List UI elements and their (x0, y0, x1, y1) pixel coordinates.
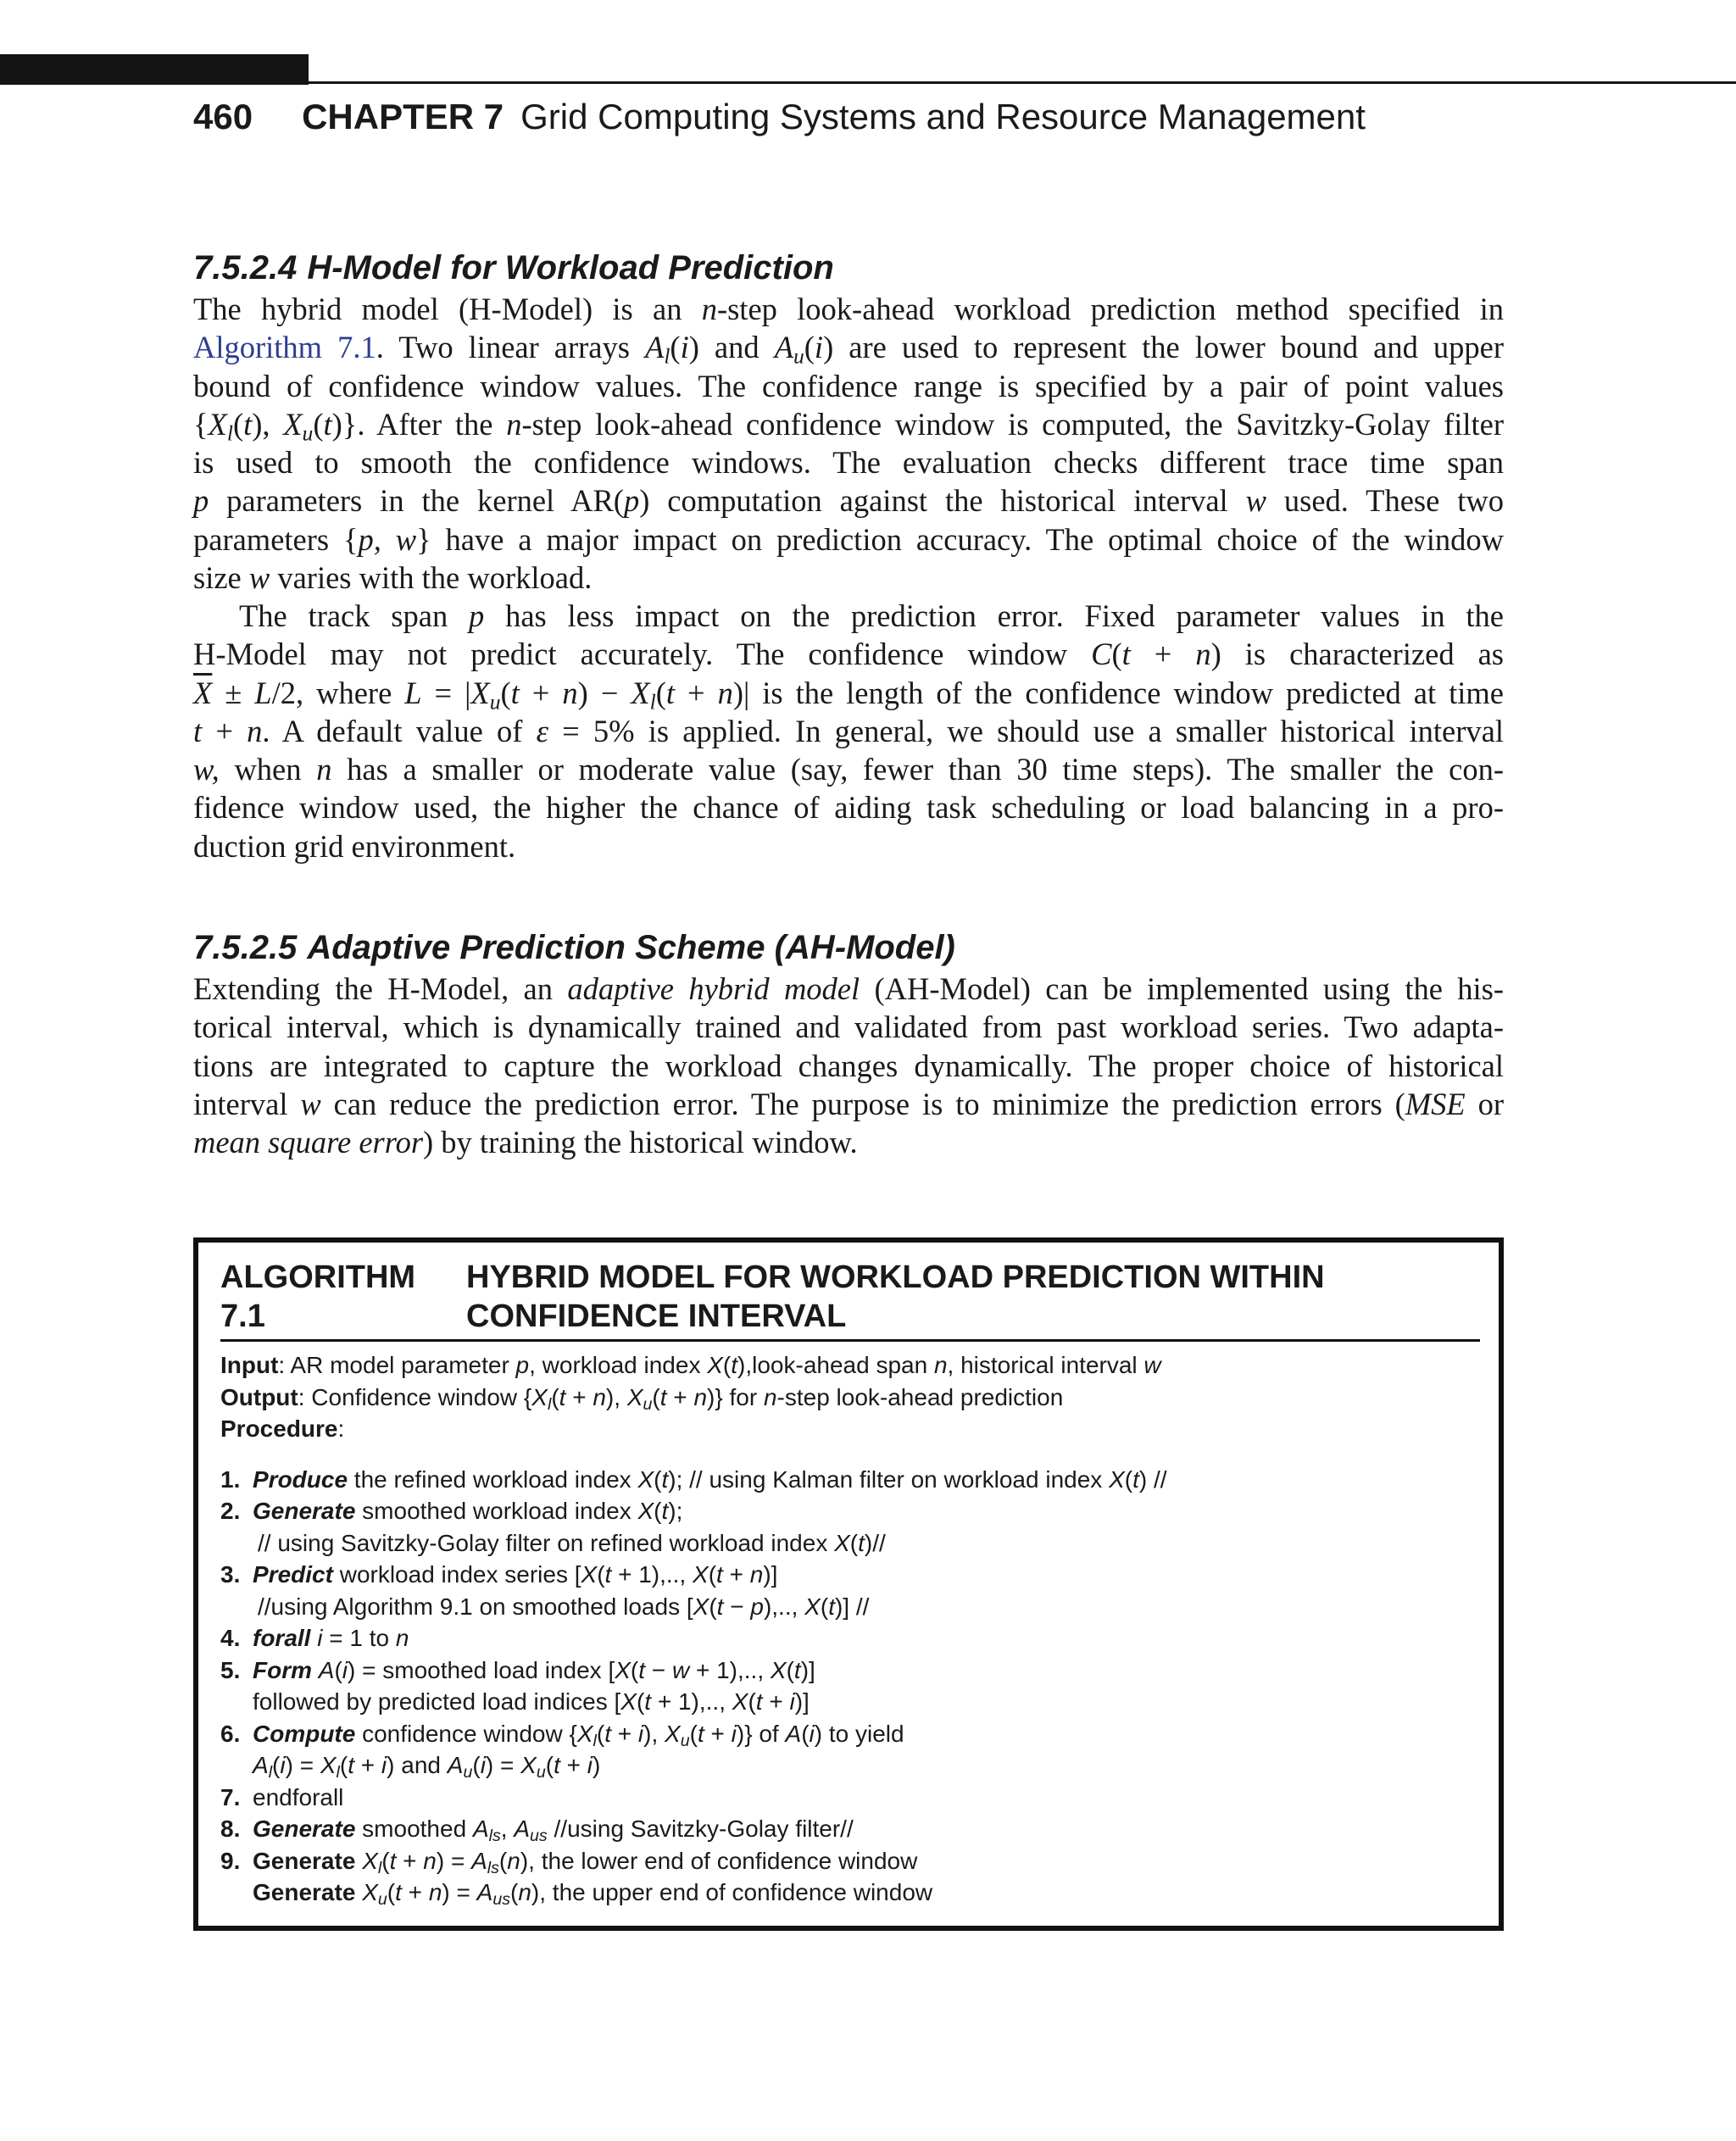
header-black-bar (0, 54, 309, 85)
algorithm-step: 4. forall i = 1 to n (220, 1625, 409, 1651)
algorithm-step-continuation: $A_l(i) = X_l(t + i)$ and $A_u(i) = X_u(t + i)$ (253, 1752, 601, 1782)
algorithm-step: 2. Generate smoothed workload index X(t); (220, 1498, 683, 1524)
section-number: 7.5.2.4 (193, 249, 298, 286)
algorithm-step-continuation: followed by predicted load indices [X(t + 1),.., X(t + i)] (253, 1688, 810, 1715)
page-number: 460 (193, 97, 253, 136)
term-mse: MSE (1405, 1086, 1466, 1121)
chapter-label: CHAPTER 7 (302, 97, 504, 136)
algorithm-step: 8. Generate smoothed $A_{ls}$, $A_{us}$ //using Savitzky-Golay filter// (220, 1816, 854, 1845)
section-title: H-Model for Workload Prediction (307, 249, 834, 286)
section-number: 7.5.2.5 (193, 929, 298, 966)
algorithm-step: 6. Compute confidence window {$X_l(t + i)$, $X_u(t + i)$} of A(i) to yield (220, 1720, 904, 1750)
running-head (193, 93, 1366, 141)
algorithm-input: Input: AR model parameter p, workload index X(t),look-ahead span n, historical interval w (220, 1352, 1161, 1378)
algorithm-step-continuation: Generate $X_u(t + n) = A_{us}(n)$, the upper end of confidence window (253, 1879, 933, 1909)
algorithm-step: 7. endforall (220, 1783, 344, 1810)
chapter-title: Grid Computing Systems and Resource Management (520, 97, 1366, 136)
section-heading-h-model (193, 246, 834, 290)
algorithm-rule (220, 1339, 1480, 1342)
algorithm-step: 3. Predict workload index series [X(t + 1),.., X(t + n)] (220, 1561, 778, 1588)
algorithm-output: Output: Confidence window {$X_l(t + n)$, $X_u(t + n)$} for n-step look-ahead prediction (220, 1383, 1064, 1414)
term-adaptive-hybrid-model: adaptive hybrid model (567, 971, 860, 1006)
algorithm-link[interactable]: Algorithm 7.1 (193, 330, 376, 365)
paragraph-h-model-2: The track span p has less impact on the prediction error. Fixed parameter values in the H-Model may not predict accurately. The confidence window C(t + n) is characterized as $\overline{X} \pm L/2$, where $L = |X_u(t + n) - X_l(t + n)|$ is the length of the confidence window predicted at time t + n. A default value of ε = 5% is applied. In general, we should use a smaller historical interval w, when n has a smaller or moderate value (say, fewer than 30 time steps). The smaller the con- fidence window used, the higher the chance of aiding task scheduling or load balancing in a pro- duction grid environment. (193, 598, 1504, 864)
algorithm-body (220, 1349, 1480, 1909)
algorithm-title: HYBRID MODEL FOR WORKLOAD PREDICTION WITHIN CONFIDENCE INTERVAL (466, 1260, 1325, 1334)
algorithm-label: ALGORITHM 7.1 (220, 1260, 416, 1334)
algorithm-step: 9. Generate $X_l(t + n) = A_{ls}(n)$, the lower end of confidence window (220, 1847, 918, 1877)
algorithm-box (193, 1237, 1504, 1931)
paragraph-ah-model: Extending the H-Model, an adaptive hybrid model (AH-Model) can be implemented using the his- torical interval, which is dynamically trained and validated from past workload series. Two adapta- tions are integrated to capture the workload changes dynamically. The proper choice of historical interval w can reduce the prediction error. The purpose is to minimize the prediction errors (MSE or mean square error) by training the historical window. (193, 971, 1504, 1160)
algorithm-step: 1. Produce the refined workload index X(t); // using Kalman filter on workload index X(t) // (220, 1465, 1167, 1493)
header-rule (309, 81, 1736, 84)
algorithm-step-comment: // using Savitzky-Golay filter on refined workload index X(t)// (258, 1529, 886, 1556)
term-mean-square-error: mean square error (193, 1125, 424, 1160)
algorithm-step: 5. Form A(i) = smoothed load index [X(t − w + 1),.., X(t)] (220, 1656, 815, 1683)
algorithm-step-comment: //using Algorithm 9.1 on smoothed loads [X(t − p),.., X(t)] // (258, 1593, 870, 1620)
section-title: Adaptive Prediction Scheme (AH-Model) (307, 929, 955, 966)
section-heading-ah-model (193, 926, 955, 970)
algorithm-procedure: Procedure: (220, 1415, 345, 1442)
algorithm-heading (220, 1258, 1480, 1336)
paragraph-h-model-1: The hybrid model (H-Model) is an n-step look-ahead workload prediction method specified in Algorithm 7.1. Two linear arrays $A_l(i)$ and $A_u(i)$ are used to represent the lower bound and upper bound of confidence window values. The confidence range is specified by a pair of point values {$X_l(t)$, $X_u(t)$}. After the n-step look-ahead confidence window is computed, the Savitzky-Golay filter is used to smooth the confidence windows. The evaluation checks different trace time span p parameters in the kernel AR(p) computation against the historical interval w used. These two parameters {p, w} have a major impact on prediction accuracy. The optimal choice of the window size w varies with the workload. (193, 292, 1505, 596)
